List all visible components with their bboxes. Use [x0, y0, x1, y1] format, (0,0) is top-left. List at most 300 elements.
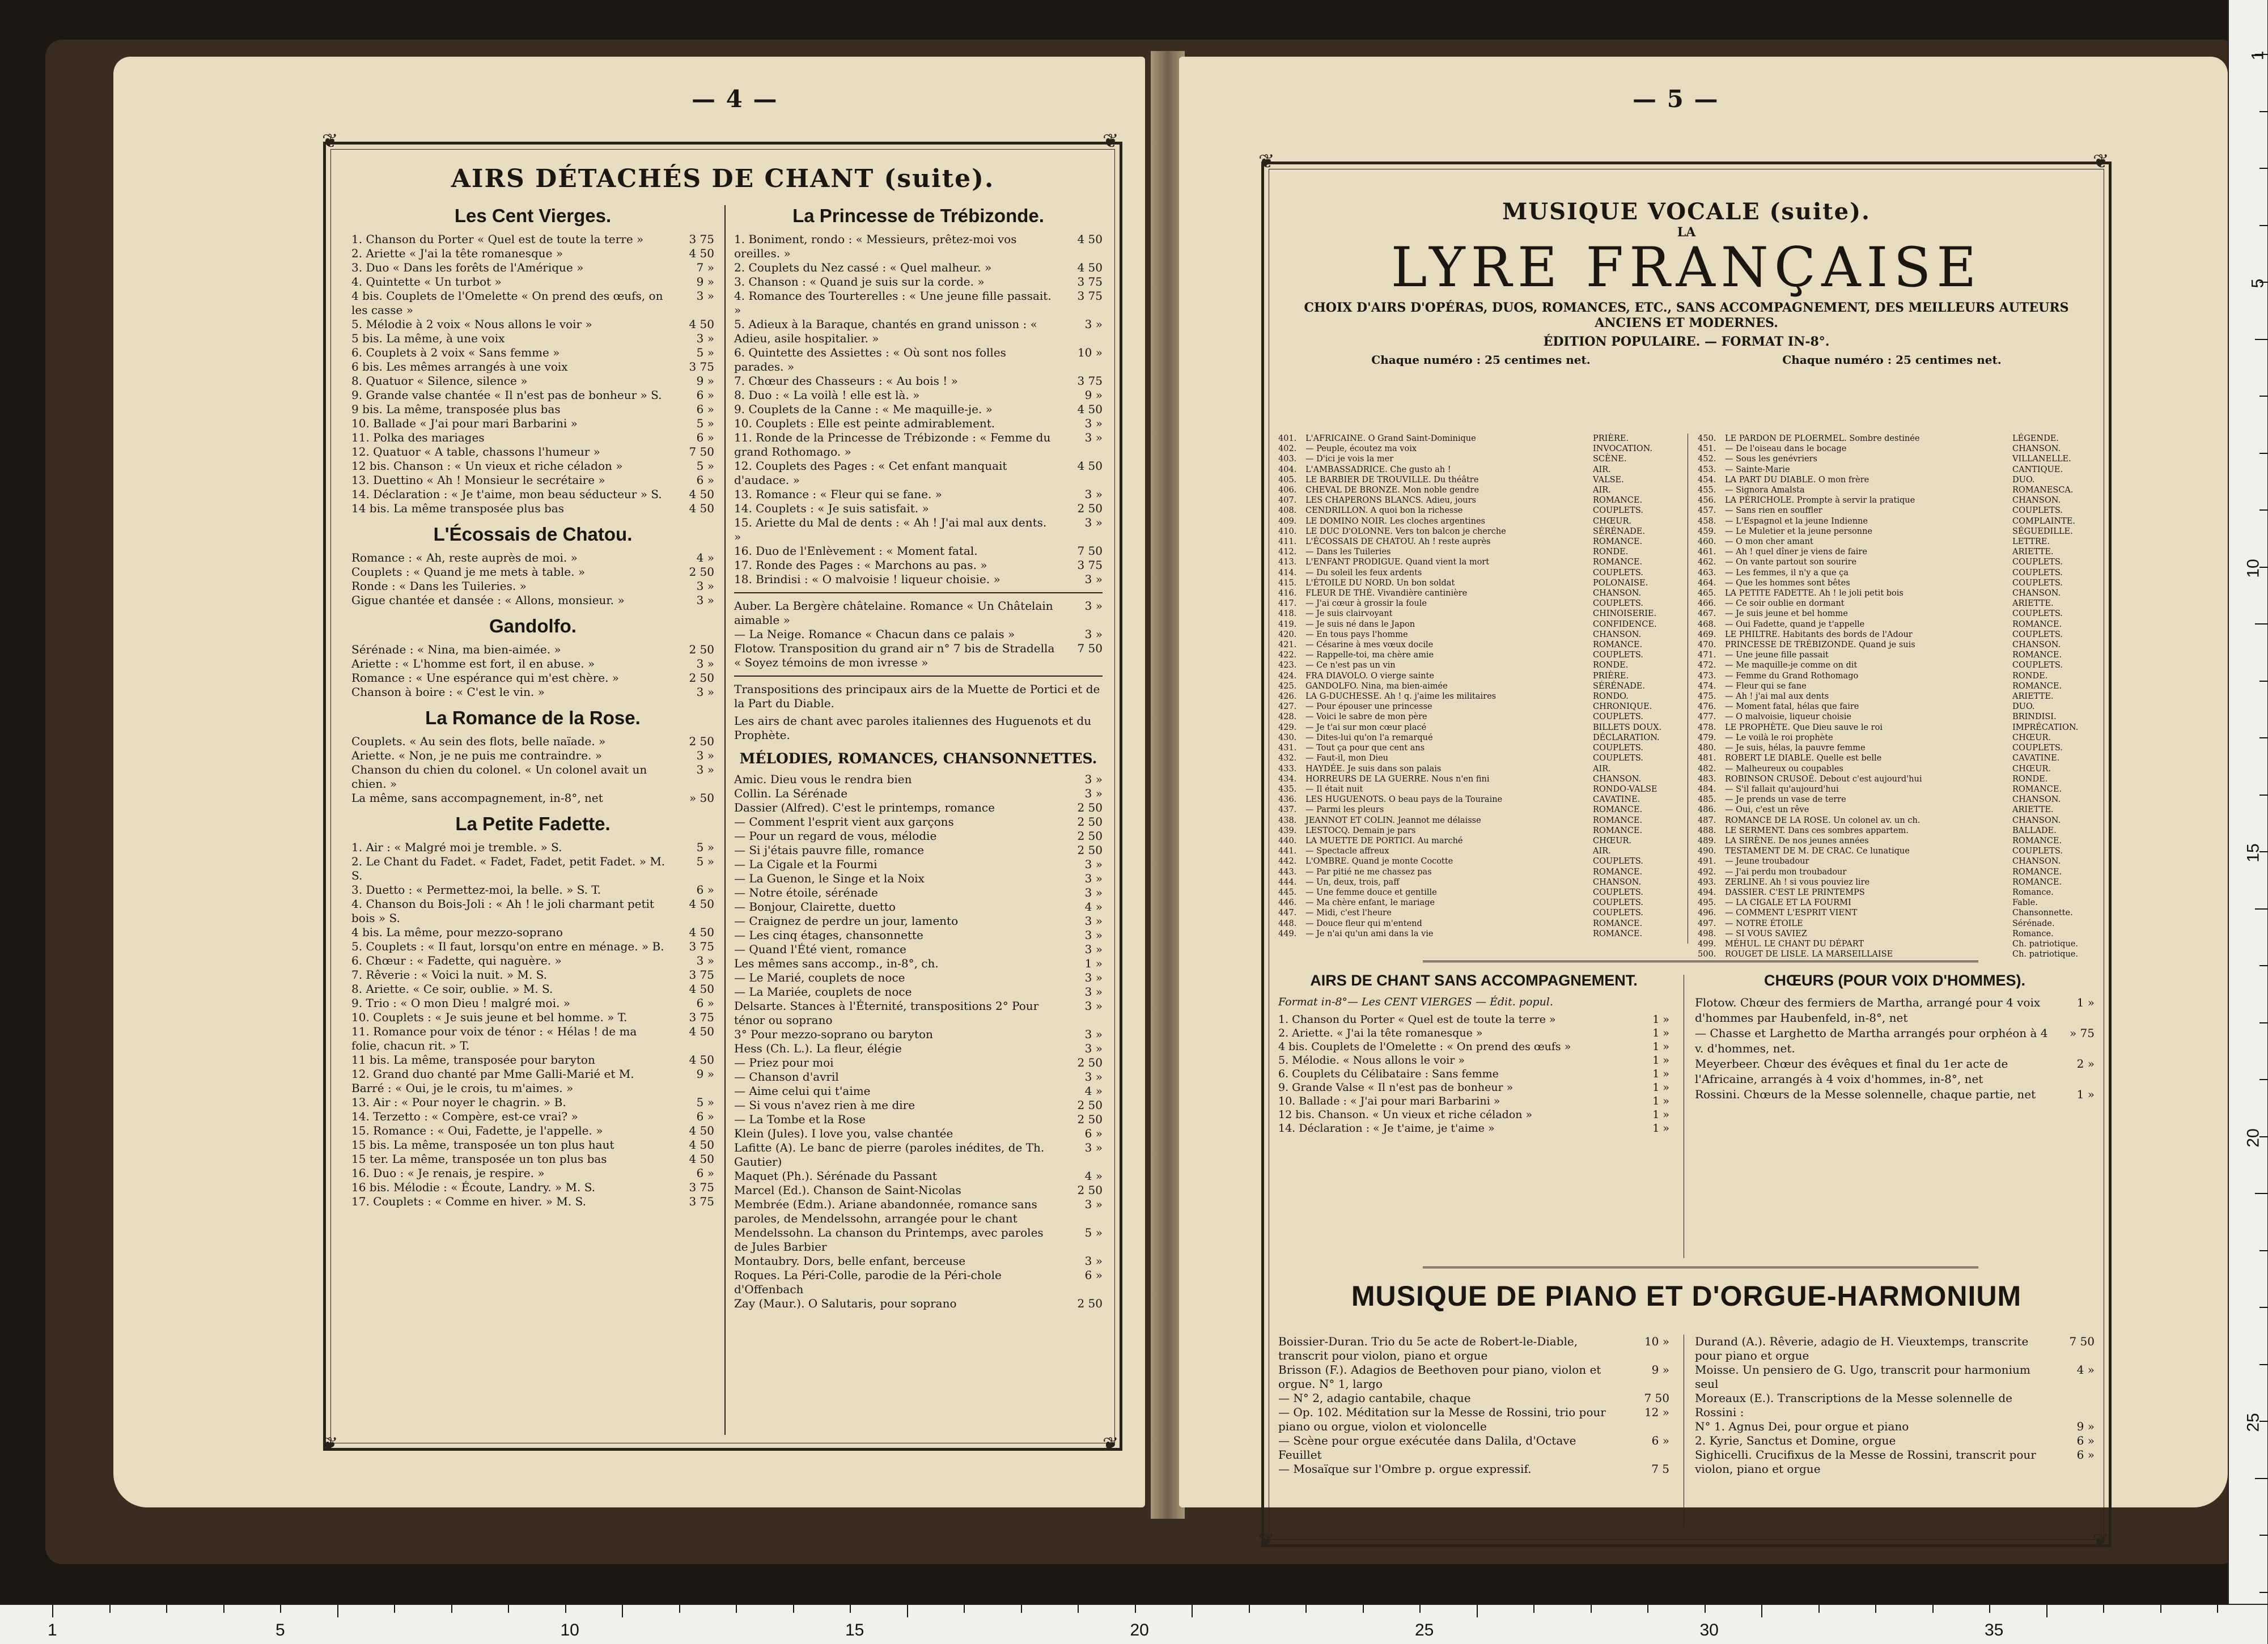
lyre-number: 447.: [1278, 908, 1297, 918]
catalog-entry: [351, 332, 714, 346]
catalog-entry: [1278, 1335, 1669, 1363]
lyre-entry: [1698, 434, 2097, 444]
lyre-title: — Césarine à mes vœux docile: [1305, 640, 1434, 650]
catalog-entry: [734, 942, 1103, 957]
lyre-genre: IMPRÉCATION.: [2012, 723, 2079, 732]
lyre-genre: CHANSON.: [2012, 640, 2061, 650]
lyre-title: — Oui, c'est un rêve: [1725, 805, 1809, 815]
entry-price: 3 75: [689, 940, 714, 953]
catalog-entry: [734, 289, 1103, 317]
scale-tick: [1192, 1605, 1193, 1617]
lyre-genre: ROMANCE.: [2012, 867, 2062, 877]
catalog-entry: [1278, 1053, 1669, 1067]
lyre-title: — COMMENT L'ESPRIT VIENT: [1725, 908, 1858, 918]
entry-title: Delsarte. Stances à l'Éternité, transpositions 2° Pour ténor ou soprano: [734, 999, 1039, 1027]
lyre-title: HORREURS DE LA GUERRE. Nous n'en fini: [1305, 774, 1490, 784]
lyre-genre: COUPLETS.: [2012, 506, 2063, 516]
catalog-entry: [734, 857, 1103, 872]
lyre-number: 432.: [1278, 754, 1297, 763]
catalog-entry: [734, 431, 1103, 459]
catalog-entry: [1695, 1026, 2095, 1056]
measurement-scale-vertical: [2228, 0, 2267, 1604]
transposition-note: Les airs de chant avec paroles italiennes des Huguenots et du Prophète.: [734, 714, 1092, 742]
entry-price: 5 »: [696, 840, 714, 854]
lyre-title: MÉHUL. LE CHANT DU DÉPART: [1725, 939, 1864, 949]
entry-price: 7 50: [1077, 642, 1103, 655]
entry-price: 2 50: [689, 565, 714, 579]
lyre-number: 465.: [1698, 589, 1716, 598]
scale-tick: [394, 1605, 395, 1613]
lyre-title: LE DUC D'OLONNE. Vers ton balcon je cherche: [1305, 526, 1506, 536]
entry-title: Dassier (Alfred). C'est le printemps, romance: [734, 801, 995, 814]
lyre-title: TESTAMENT DE M. DE CRAC. Ce lunatique: [1725, 847, 1910, 856]
scale-tick: [1875, 1605, 1876, 1613]
catalog-entry: [351, 317, 714, 332]
scale-tick: [52, 1605, 53, 1617]
transposition-note: Transpositions des principaux airs de la Muette de Portici et de la Part du Diable.: [734, 682, 1100, 710]
lyre-number: 425.: [1278, 681, 1297, 691]
entry-price: 3 »: [1084, 431, 1103, 444]
lyre-genre: ROMANCE.: [1593, 640, 1643, 650]
lyre-title: — Je t'ai sur mon cœur placé: [1305, 723, 1427, 732]
catalog-entry: [1278, 1108, 1669, 1122]
lyre-number: 469.: [1698, 630, 1716, 639]
lyre-entry: [1698, 681, 2097, 691]
catalog-entry: [351, 565, 714, 579]
lyre-genre: AIR.: [1593, 465, 1611, 474]
entry-title: — Chanson d'avril: [734, 1070, 839, 1084]
catalog-entry: [734, 928, 1103, 942]
scale-label: 20: [1130, 1621, 1149, 1639]
entry-price: 3 »: [1084, 317, 1103, 331]
lyre-number: 453.: [1698, 465, 1716, 474]
lyre-number: 409.: [1278, 516, 1297, 526]
entry-title: — Aime celui qui t'aime: [734, 1084, 871, 1098]
catalog-entry: [351, 1195, 714, 1209]
lyre-number: 404.: [1278, 465, 1297, 474]
lyre-entry: [1698, 640, 2097, 650]
entry-title: 2. Ariette « J'ai la tête romanesque »: [351, 247, 563, 260]
corner-ornament: ❦: [322, 130, 338, 152]
scale-tick: [2255, 908, 2267, 910]
lyre-title: DASSIER. C'EST LE PRINTEMPS: [1725, 887, 1865, 897]
scale-label: 30: [1699, 1621, 1719, 1639]
lyre-genre: COUPLETS.: [1593, 898, 1643, 908]
entry-title: 4. Romance des Tourterelles : « Une jeune fille passait. »: [734, 289, 1052, 317]
lyre-number: 474.: [1698, 681, 1716, 691]
catalog-entry: [1278, 1122, 1669, 1135]
entry-title: 14. Terzetto : « Compère, est-ce vrai? »: [351, 1110, 578, 1123]
entry-price: 7 50: [2069, 1335, 2095, 1348]
catalog-entry: [1695, 1434, 2095, 1448]
entry-price: 1 »: [1652, 1108, 1669, 1121]
entry-title: Maquet (Ph.). Sérénade du Passant: [734, 1169, 937, 1183]
lyre-number: 459.: [1698, 526, 1716, 536]
entry-title: Klein (Jules). I love you, valse chantée: [734, 1127, 953, 1140]
lyre-entry: [1278, 764, 1678, 774]
entry-price: 6 »: [696, 1110, 714, 1123]
lyre-genre: COUPLETS.: [1593, 744, 1643, 753]
catalog-entry: [734, 572, 1103, 587]
lyre-title: — Un, deux, trois, paff: [1305, 877, 1400, 887]
lyre-entry: [1698, 568, 2097, 578]
entry-price: 3 »: [1084, 1027, 1103, 1041]
entry-price: 10 »: [1077, 346, 1103, 359]
catalog-entry: [351, 431, 714, 445]
entry-title: Ronde : « Dans les Tuileries. »: [351, 579, 527, 593]
catalog-entry: [351, 579, 714, 593]
lyre-entry: [1698, 908, 2097, 918]
lyre-genre: CHŒUR.: [2012, 764, 2051, 774]
entry-price: 2 50: [1077, 502, 1103, 515]
entry-price: 3 »: [696, 657, 714, 670]
entry-title: — Le Marié, couplets de noce: [734, 971, 905, 984]
entry-price: 1 »: [1084, 957, 1103, 970]
catalog-entry: [734, 1297, 1103, 1311]
entry-title: Boissier-Duran. Trio du 5e acte de Robert-le-Diable, transcrit pour violon, piano et orgue: [1278, 1335, 1578, 1362]
lyre-number: 418.: [1278, 609, 1297, 619]
lyre-genre: ROMANCE.: [2012, 836, 2062, 846]
lyre-number: 484.: [1698, 784, 1716, 794]
catalog-entry: [351, 1152, 714, 1166]
lyre-number: 498.: [1698, 929, 1716, 938]
entry-price: 5 »: [696, 1095, 714, 1109]
entry-title: 15. Romance : « Oui, Fadette, je l'appelle. »: [351, 1124, 603, 1137]
lyre-entry: [1698, 949, 2097, 959]
entry-title: 4 bis. La même, pour mezzo-soprano: [351, 925, 563, 939]
entry-title: — Comment l'esprit vient aux garçons: [734, 815, 954, 829]
lyre-number: 408.: [1278, 506, 1297, 516]
lyre-entry: [1698, 795, 2097, 805]
lyre-entry: [1278, 733, 1678, 743]
lyre-number: 475.: [1698, 692, 1716, 702]
catalog-entry: [351, 232, 714, 247]
catalog-entry: [1278, 1013, 1669, 1026]
catalog-entry: [351, 1067, 714, 1095]
lyre-entry: [1698, 609, 2097, 619]
entry-price: 7 50: [1644, 1391, 1669, 1405]
lyre-entry: [1278, 434, 1678, 444]
lyre-entry: [1698, 671, 2097, 681]
melodies-heading: MÉLODIES, ROMANCES, CHANSONNETTES.: [739, 750, 1097, 767]
entry-title: 16 bis. Mélodie : « Écoute, Landry. » M. S.: [351, 1180, 596, 1194]
catalog-entry: [351, 1053, 714, 1067]
lyre-genre: DUO.: [2012, 475, 2035, 485]
catalog-entry: [1278, 1026, 1669, 1040]
lyre-number: 466.: [1698, 599, 1716, 609]
entry-title: 11. Romance pour voix de ténor : « Hélas ! de ma folie, chacun rit. » T.: [351, 1025, 637, 1052]
catalog-entry: [734, 815, 1103, 829]
lyre-entry: [1698, 805, 2097, 815]
lyre-title: CENDRILLON. A quoi bon la richesse: [1305, 506, 1463, 516]
lyre-title: — Sous les genévriers: [1725, 454, 1817, 464]
entry-title: Ariette : « L'homme est fort, il en abuse. »: [351, 657, 595, 670]
lyre-number: 440.: [1278, 836, 1297, 846]
entry-title: 5. Mélodie. « Nous allons le voir »: [1278, 1054, 1465, 1067]
lyre-genre: ARIETTE.: [2012, 805, 2054, 815]
lyre-genre: ROMANCE.: [2012, 619, 2062, 629]
entry-title: 12. Quatuor « A table, chassons l'humeur »: [351, 445, 600, 458]
entry-title: 9. Couplets de la Canne : « Me maquille-je. »: [734, 402, 993, 416]
lyre-entry: [1278, 588, 1678, 598]
lyre-entry: [1698, 650, 2097, 660]
lyre-genre: COUPLETS.: [2012, 744, 2063, 753]
catalog-entry: [734, 516, 1103, 544]
lyre-entry: [1278, 753, 1678, 763]
lyre-genre: POLONAISE.: [1593, 578, 1648, 588]
lyre-number: 496.: [1698, 908, 1716, 918]
catalog-entry: [734, 829, 1103, 843]
lyre-entry: [1278, 702, 1678, 712]
lyre-title: — Il était nuit: [1305, 784, 1363, 794]
catalog-entry: [351, 1010, 714, 1025]
entry-title: 1. Air : « Malgré moi je tremble. » S.: [351, 840, 562, 854]
lyre-entry: [1698, 619, 2097, 630]
catalog-entry: [351, 402, 714, 417]
entry-title: Les mêmes sans accomp., in-8°, ch.: [734, 957, 939, 970]
lyre-genre: VILLANELLE.: [2012, 454, 2071, 464]
entry-title: 11. Polka des mariages: [351, 431, 485, 444]
entry-price: 2 50: [1077, 1056, 1103, 1069]
lyre-genre: Sérénade.: [2012, 919, 2055, 928]
lyre-genre: CAVATINE.: [1593, 795, 1640, 805]
entry-price: 6 »: [696, 473, 714, 487]
lyre-genre: COUPLETS.: [1593, 568, 1643, 577]
lyre-genre: Romance.: [2012, 929, 2054, 938]
lyre-title: — Femme du Grand Rothomago: [1725, 671, 1859, 681]
page-number-4: — 4 —: [692, 85, 778, 113]
lyre-entry: [1698, 598, 2097, 609]
entry-title: 5. Couplets : « Il faut, lorsqu'on entre en ménage. » B.: [351, 940, 664, 953]
lyre-title: GANDOLFO. Nina, ma bien-aimée: [1305, 681, 1448, 691]
lyre-entry: [1278, 465, 1678, 475]
lyre-title: — Je suis clairvoyant: [1305, 609, 1393, 619]
lyre-title: — Dites-lui qu'on l'a remarqué: [1305, 733, 1433, 742]
lyre-entry: [1698, 877, 2097, 887]
entry-price: 3 75: [689, 1195, 714, 1208]
entry-price: 3 75: [689, 232, 714, 246]
entry-title: — Quand l'Été vient, romance: [734, 942, 906, 956]
entry-price: 1 »: [1652, 1054, 1669, 1067]
entry-price: 4 50: [1077, 459, 1103, 473]
scale-tick: [2255, 339, 2267, 340]
entry-title: — Si vous n'avez rien à me dire: [734, 1098, 915, 1112]
lyre-number: 434.: [1278, 774, 1297, 784]
entry-title: 1. Chanson du Porter « Quel est de toute la terre »: [1278, 1013, 1556, 1026]
lyre-number: 437.: [1278, 805, 1297, 815]
entry-title: Chanson du chien du colonel. « Un colonel avait un chien. »: [351, 763, 647, 791]
entry-price: 4 50: [689, 925, 714, 939]
scale-tick: [1021, 1605, 1022, 1613]
section-divider: [1423, 961, 1978, 962]
section-title: La Petite Fadette.: [455, 813, 611, 834]
lyre-entry: [1278, 743, 1678, 753]
lyre-title: FLEUR DE THÉ. Vivandière cantinière: [1305, 589, 1468, 598]
lyre-title: — Je n'ai qu'un ami dans la vie: [1305, 929, 1434, 938]
lyre-genre: DUO.: [2012, 702, 2035, 712]
entry-title: 4 bis. Couplets de l'Omelette « On prend des œufs, on les casse »: [351, 289, 663, 317]
lyre-number: 462.: [1698, 558, 1716, 567]
entry-title: 8. Duo : « La voilà ! elle est là. »: [734, 388, 920, 402]
lyre-title: LE DOMINO NOIR. Les cloches argentines: [1305, 516, 1485, 526]
lyre-title: L'ENFANT PRODIGUE. Quand vient la mort: [1305, 558, 1490, 567]
entry-title: — La Guenon, le Singe et la Noix: [734, 872, 925, 885]
lyre-entry: [1278, 444, 1678, 454]
entry-price: 6 »: [1651, 1434, 1669, 1447]
lyre-entry: [1698, 887, 2097, 898]
entry-title: Collin. La Sérénade: [734, 787, 848, 800]
lyre-genre: Chansonnette.: [2012, 908, 2073, 918]
catalog-entry: [351, 473, 714, 487]
entry-price: 9 »: [696, 1067, 714, 1081]
scale-tick: [736, 1605, 737, 1613]
sans-acc-list: [1278, 1013, 1669, 1135]
lyre-entry: [1278, 505, 1678, 516]
choeurs-heading: CHŒURS (POUR VOIX D'HOMMES).: [1764, 972, 2025, 989]
scale-tick: [1533, 1605, 1534, 1613]
lyre-genre: ROMANCE.: [1593, 496, 1643, 505]
catalog-entry: [351, 374, 714, 388]
lyre-entry: [1278, 640, 1678, 650]
catalog-entry: [734, 1169, 1103, 1183]
catalog-entry: [734, 374, 1103, 388]
entry-title: 4 bis. Couplets de l'Omelette : « On prend des œufs »: [1278, 1040, 1571, 1053]
lyre-title: — Je suis jeune et bel homme: [1725, 609, 1848, 619]
catalog-entry: [734, 417, 1103, 431]
entry-title: Amic. Dieu vous le rendra bien: [734, 772, 912, 786]
entry-price: 9 »: [1651, 1363, 1669, 1377]
lyre-genre: ARIETTE.: [2012, 692, 2054, 702]
lyre-entry: [1698, 784, 2097, 795]
entry-title: — Si j'étais pauvre fille, romance: [734, 843, 925, 857]
lyre-number: 419.: [1278, 619, 1297, 629]
catalog-entry: [734, 627, 1103, 642]
entry-price: 3 »: [696, 593, 714, 607]
catalog-entry: [351, 749, 714, 763]
catalog-entry: [351, 459, 714, 473]
lyre-entry: [1698, 475, 2097, 485]
entry-title: 4. Chanson du Bois-Joli : « Ah ! le joli charmant petit bois » S.: [351, 897, 654, 925]
entry-price: 6 »: [2076, 1448, 2095, 1462]
lyre-title: LE PHILTRE. Habitants des bords de l'Adour: [1725, 630, 1913, 639]
lyre-number: 407.: [1278, 496, 1297, 505]
catalog-entry: [351, 671, 714, 685]
lyre-title: — Tout ça pour que cent ans: [1305, 744, 1425, 753]
catalog-entry: [1278, 1094, 1669, 1108]
catalog-entry: [734, 1070, 1103, 1084]
lyre-title: — LA CIGALE ET LA FOURMI: [1725, 898, 1851, 908]
lyre-number: 454.: [1698, 475, 1716, 485]
entry-title: 3. Chanson : « Quand je suis sur la corde. »: [734, 275, 985, 288]
entry-price: 3 75: [689, 1010, 714, 1024]
lyre-title: L'ÉTOILE DU NORD. Un bon soldat: [1305, 578, 1455, 588]
entry-price: 3 75: [689, 1180, 714, 1194]
sans-acc-heading: AIRS DE CHANT SANS ACCOMPAGNEMENT.: [1310, 972, 1638, 989]
entry-title: 14 bis. La même transposée plus bas: [351, 502, 564, 515]
lyre-number: 464.: [1698, 578, 1716, 588]
lyre-list-left: [1278, 434, 1678, 955]
lyre-genre: ROMANCE.: [1593, 805, 1643, 815]
catalog-entry: [734, 275, 1103, 289]
lyre-genre: ARIETTE.: [2012, 547, 2054, 557]
lyre-genre: PRIÈRE.: [1593, 671, 1629, 681]
lyre-title: — Rappelle-toi, ma chère amie: [1305, 651, 1434, 660]
entry-price: 9 »: [696, 374, 714, 388]
lyre-genre: ROMANCE.: [1593, 867, 1643, 877]
catalog-entry: [351, 954, 714, 968]
entry-title: 7. Rêverie : « Voici la nuit. » M. S.: [351, 968, 548, 982]
scale-label: 10: [2244, 558, 2263, 578]
catalog-entry: [351, 925, 714, 940]
lyre-entry: [1278, 712, 1678, 722]
entry-title: 8. Ariette. « Ce soir, oublie. » M. S.: [351, 982, 553, 996]
scale-tick: [2259, 1250, 2267, 1251]
lyre-entry: [1278, 795, 1678, 805]
lyre-entry: [1698, 929, 2097, 939]
catalog-entry: [1278, 1391, 1669, 1405]
scale-tick: [508, 1605, 509, 1613]
scale-tick: [1705, 1605, 1706, 1613]
lyre-entry: [1698, 764, 2097, 774]
lyre-number: 495.: [1698, 898, 1716, 908]
scale-tick: [793, 1605, 794, 1613]
lyre-number: 414.: [1278, 568, 1297, 577]
lyre-entry: [1698, 485, 2097, 495]
lyre-genre: COUPLETS.: [2012, 847, 2063, 856]
entry-title: N° 1. Agnus Dei, pour orgue et piano: [1695, 1420, 1909, 1433]
entry-title: 4. Quintette « Un turbot »: [351, 275, 502, 288]
lyre-number: 481.: [1698, 754, 1716, 763]
catalog-entry: [351, 275, 714, 289]
entry-title: Zay (Maur.). O Salutaris, pour soprano: [734, 1297, 957, 1310]
entry-title: 12. Grand duo chanté par Mme Galli-Marié et M. Barré : « Oui, je le crois, tu m'aimes. »: [351, 1067, 634, 1095]
scale-tick: [907, 1605, 908, 1617]
lyre-genre: RONDE.: [2012, 671, 2048, 681]
entry-title: — Priez pour moi: [734, 1056, 834, 1069]
lyre-entry: [1278, 784, 1678, 795]
entry-price: 7 5: [1651, 1462, 1669, 1476]
catalog-entry: [1695, 1420, 2095, 1434]
entry-title: Romance : « Une espérance qui m'est chère. »: [351, 671, 620, 685]
catalog-entry: [734, 787, 1103, 801]
entry-title: — Mosaïque sur l'Ombre p. orgue expressif.: [1278, 1462, 1532, 1476]
entry-price: 3 »: [1084, 516, 1103, 529]
catalog-entry: [351, 593, 714, 608]
lyre-title: LA PÉRICHOLE. Prompte à servir la pratique: [1725, 496, 1915, 505]
lyre-genre: BILLETS DOUX.: [1593, 723, 1662, 732]
lyre-genre: CHŒUR.: [1593, 836, 1631, 846]
catalog-entry: [1278, 1067, 1669, 1081]
lyre-genre: COUPLETS.: [2012, 630, 2063, 639]
scale-tick: [2259, 225, 2267, 226]
catalog-entry: [734, 317, 1103, 346]
piano-list-left: [1278, 1335, 1669, 1539]
lyre-title: — En tous pays l'homme: [1305, 630, 1408, 639]
catalog-entry: [351, 883, 714, 897]
lyre-number: 436.: [1278, 795, 1297, 805]
lyre-number: 412.: [1278, 547, 1297, 557]
catalog-entry: [1695, 1363, 2095, 1391]
lyre-title: LE SERMENT. Dans ces sombres appartem.: [1725, 826, 1909, 835]
lyre-number: 478.: [1698, 723, 1716, 732]
scale-tick: [2259, 681, 2267, 682]
entry-price: 6 »: [1084, 1268, 1103, 1282]
lyre-number: 455.: [1698, 486, 1716, 495]
lyre-genre: SÉGUEDILLE.: [2012, 526, 2073, 536]
lyre-genre: CHANSON.: [2012, 795, 2061, 805]
entry-price: 1 »: [1652, 1013, 1669, 1026]
lyre-entry: [1278, 568, 1678, 578]
